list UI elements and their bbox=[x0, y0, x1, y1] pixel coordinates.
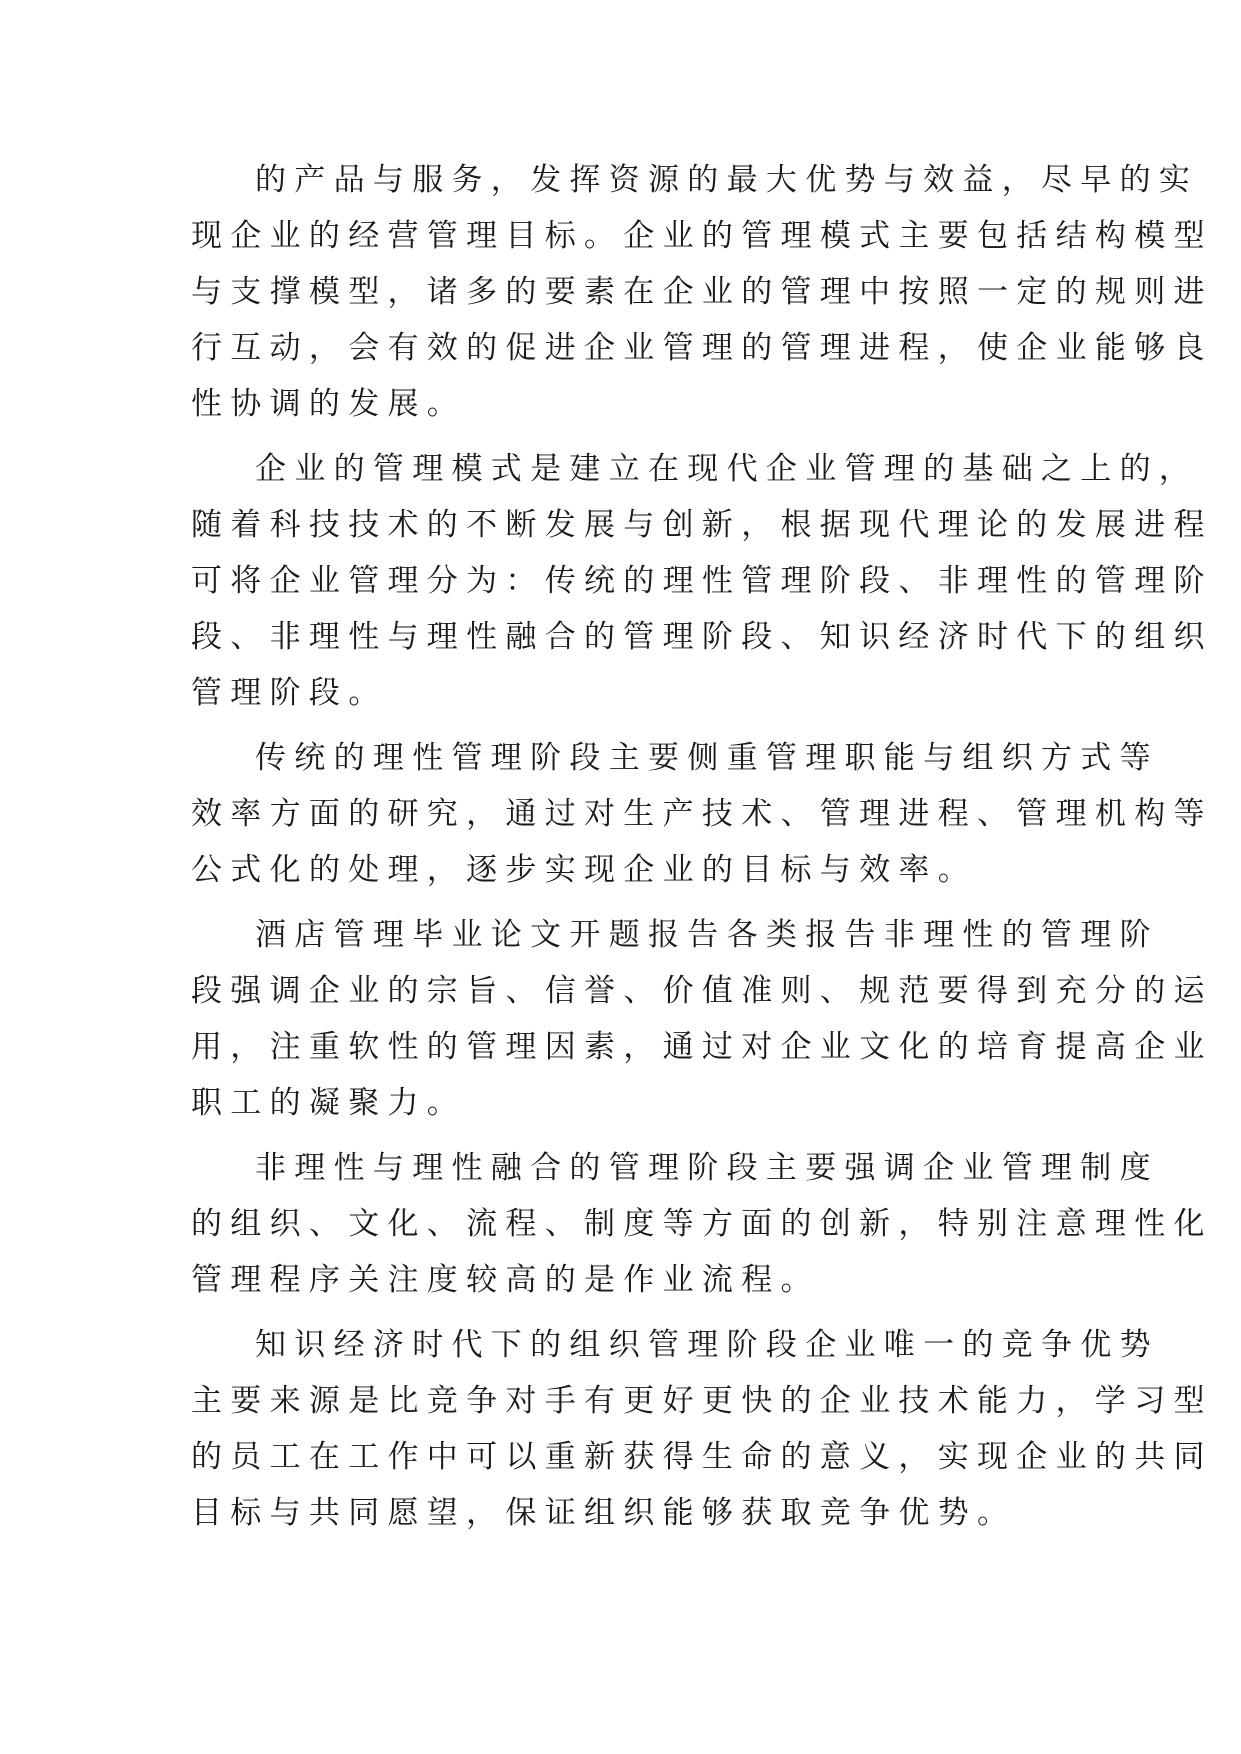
text-line: 传统的理性管理阶段主要侧重管理职能与组织方式等 bbox=[255, 740, 1159, 776]
text-line: 的产品与服务，发挥资源的最大优势与效益，尽早的实 bbox=[255, 162, 1199, 198]
text-line: 行互动，会有效的促进企业管理的管理进程，使企业能够良 bbox=[191, 330, 1213, 366]
text-line: 段、非理性与理性融合的管理阶段、知识经济时代下的组织 bbox=[191, 619, 1213, 655]
text-line: 企业的管理模式是建立在现代企业管理的基础之上的， bbox=[255, 451, 1199, 487]
text-line: 管理程序关注度较高的是作业流程。 bbox=[191, 1262, 820, 1298]
text-line: 酒店管理毕业论文开题报告各类报告非理性的管理阶 bbox=[255, 917, 1159, 953]
text-line: 主要来源是比竞争对手有更好更快的企业技术能力，学习型 bbox=[191, 1383, 1213, 1419]
text-line: 目标与共同愿望，保证组织能够获取竞争优势。 bbox=[191, 1495, 1017, 1531]
text-line: 知识经济时代下的组织管理阶段企业唯一的竞争优势 bbox=[255, 1327, 1159, 1363]
text-line: 可将企业管理分为：传统的理性管理阶段、非理性的管理阶 bbox=[191, 563, 1213, 599]
text-line: 管理阶段。 bbox=[191, 675, 388, 711]
text-line: 的员工在工作中可以重新获得生命的意义，实现企业的共同 bbox=[191, 1439, 1213, 1475]
text-line: 效率方面的研究，通过对生产技术、管理进程、管理机构等 bbox=[191, 796, 1213, 832]
text-line: 段强调企业的宗旨、信誉、价值准则、规范要得到充分的运 bbox=[191, 973, 1213, 1009]
text-line: 非理性与理性融合的管理阶段主要强调企业管理制度 bbox=[255, 1150, 1159, 1186]
text-line: 与支撑模型，诸多的要素在企业的管理中按照一定的规则进 bbox=[191, 274, 1213, 310]
text-line: 公式化的处理，逐步实现企业的目标与效率。 bbox=[191, 852, 977, 888]
text-line: 性协调的发展。 bbox=[191, 386, 467, 422]
text-line: 的组织、文化、流程、制度等方面的创新，特别注意理性化 bbox=[191, 1206, 1213, 1242]
text-line: 职工的凝聚力。 bbox=[191, 1085, 467, 1121]
text-line: 随着科技技术的不断发展与创新，根据现代理论的发展进程 bbox=[191, 507, 1213, 543]
text-line: 现企业的经营管理目标。企业的管理模式主要包括结构模型 bbox=[191, 218, 1213, 254]
text-line: 用，注重软性的管理因素，通过对企业文化的培育提高企业 bbox=[191, 1029, 1213, 1065]
